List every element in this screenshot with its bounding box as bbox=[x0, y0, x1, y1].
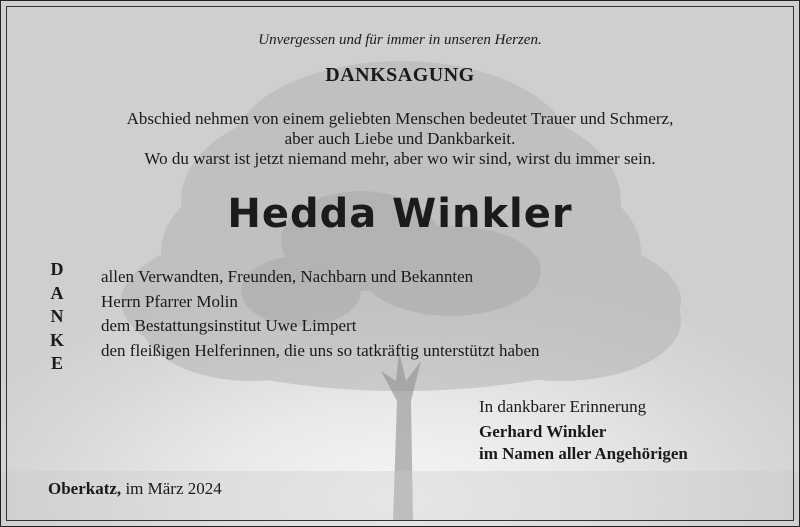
danke-letter: E bbox=[50, 353, 63, 373]
place: Oberkatz, bbox=[48, 479, 122, 498]
thanks-line: dem Bestattungsinstitut Uwe Limpert bbox=[101, 316, 357, 335]
thanks-line: allen Verwandten, Freunden, Nachbarn und Bekannten bbox=[101, 267, 474, 286]
thanks-list bbox=[101, 265, 540, 363]
signature-name: Gerhard Winkler bbox=[479, 422, 607, 441]
danke-vertical bbox=[47, 258, 67, 376]
signature-family: im Namen aller Angehörigen bbox=[479, 444, 688, 463]
danke-letter: K bbox=[49, 329, 64, 350]
signature-block bbox=[479, 396, 688, 465]
danke-letter: N bbox=[50, 306, 64, 326]
thanks-line: Herrn Pfarrer Molin bbox=[101, 291, 238, 311]
danke-letter: A bbox=[50, 282, 64, 303]
place-date bbox=[48, 479, 222, 499]
motto: Unvergessen und für immer in unseren Herzen. bbox=[258, 32, 542, 48]
intro-line: Abschied nehmen von einem geliebten Menschen bedeutet Trauer und Schmerz, bbox=[126, 109, 674, 128]
signature-intro: In dankbarer Erinnerung bbox=[479, 397, 647, 416]
thanks-line: den fleißigen Helferinnen, die uns so tatkräftig unterstützt haben bbox=[101, 340, 540, 360]
danke-letter: D bbox=[50, 259, 64, 279]
deceased-name: Hedda Winkler bbox=[227, 191, 573, 237]
date: im März 2024 bbox=[125, 479, 222, 498]
intro-line: aber auch Liebe und Dankbarkeit. bbox=[284, 129, 516, 148]
page-title: DANKSAGUNG bbox=[325, 64, 475, 86]
intro-line: Wo du warst ist jetzt niemand mehr, aber wo wir sind, wirst du immer sein. bbox=[144, 149, 656, 168]
intro-text bbox=[1, 109, 799, 169]
